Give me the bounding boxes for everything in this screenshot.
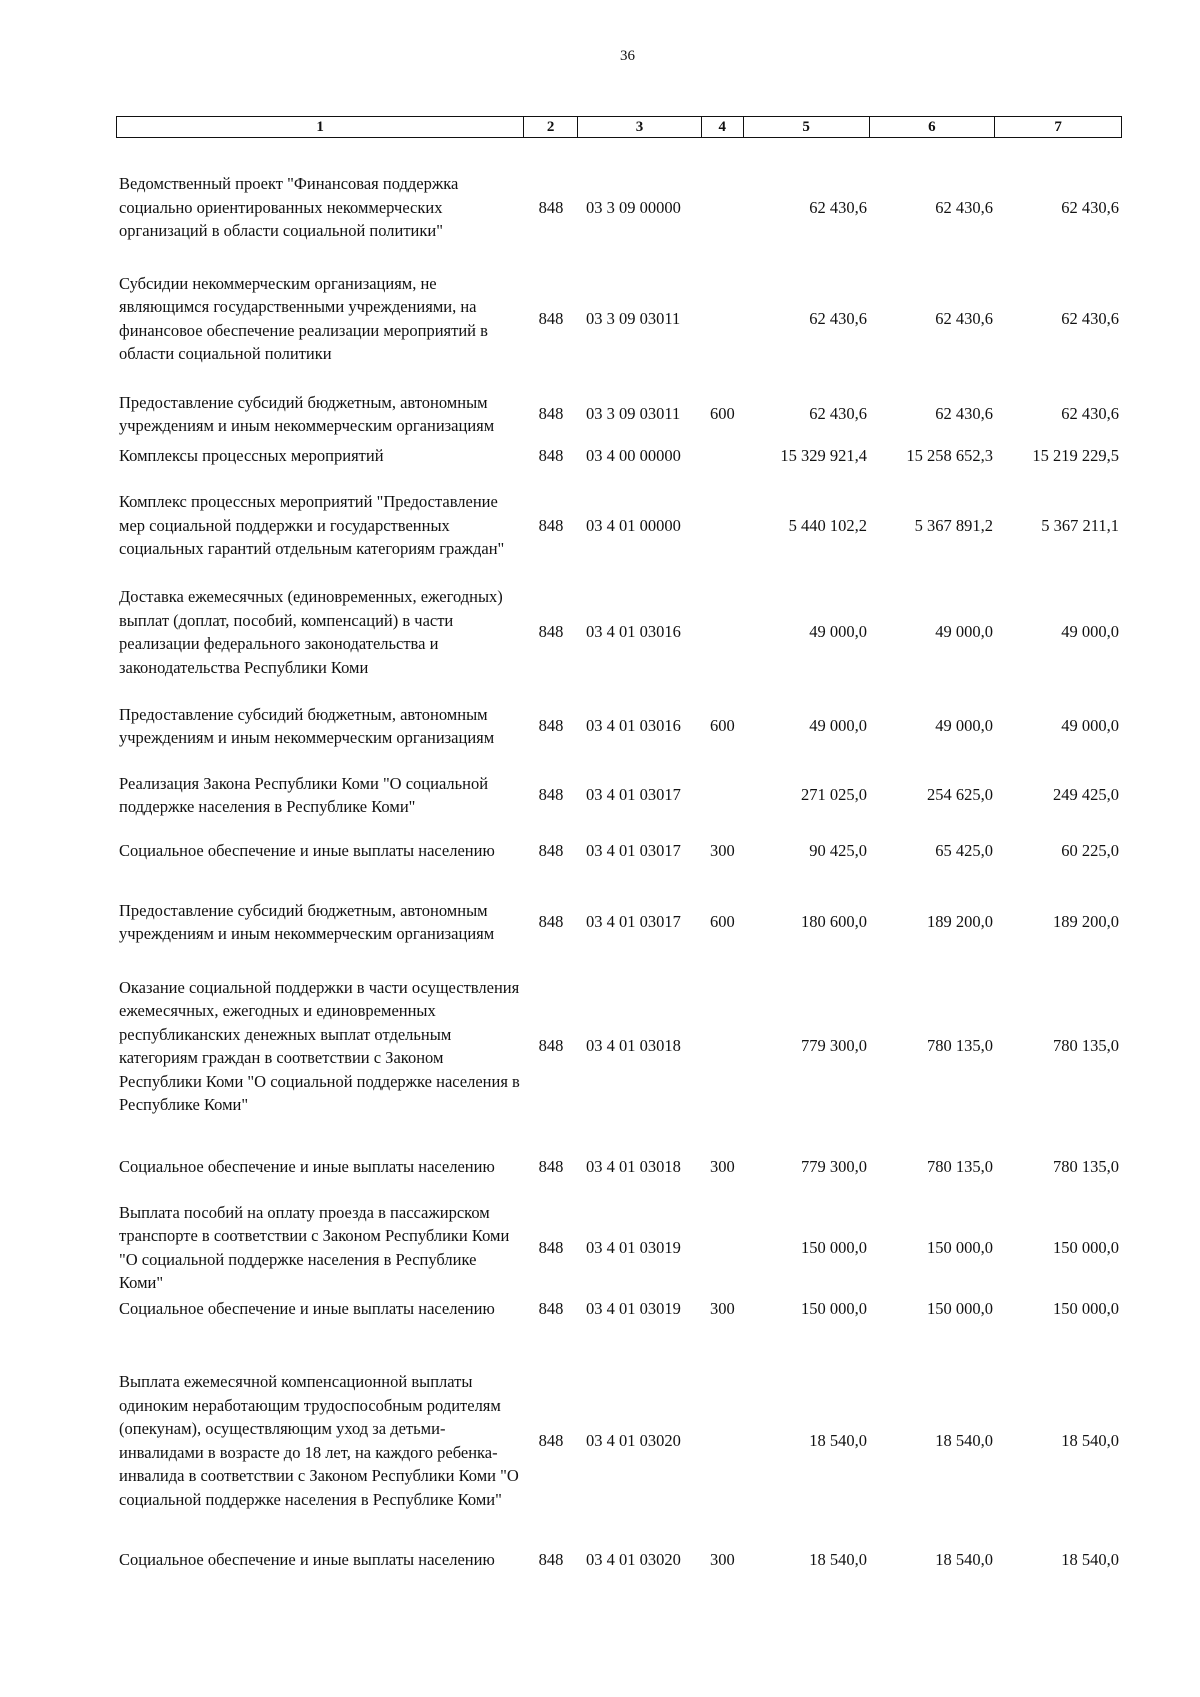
row-name: Социальное обеспечение и иные выплаты населению [119, 1550, 495, 1570]
row-name: Предоставление субсидий бюджетным, автономным учреждениям и иным некоммерческим организациям [119, 704, 495, 747]
row-amount-year2: 18 540,0 [935, 1430, 993, 1450]
row-amount-year1: 271 025,0 [801, 785, 867, 805]
table-row [116, 160, 1122, 255]
row-amount-year1: 90 425,0 [809, 841, 867, 861]
row-department-code: 848 [538, 1430, 564, 1450]
table-row [116, 1535, 1122, 1585]
row-target-code: 03 4 01 03018 [586, 1157, 681, 1177]
row-amount-year2: 62 430,6 [935, 197, 993, 217]
row-amount-year1: 49 000,0 [809, 622, 867, 642]
row-department-code: 848 [538, 1550, 564, 1570]
row-amount-year2: 780 135,0 [927, 1036, 993, 1056]
row-name: Социальное обеспечение и иные выплаты населению [119, 1157, 495, 1177]
row-amount-year1: 49 000,0 [809, 716, 867, 736]
row-amount-year3: 5 367 211,1 [1041, 515, 1119, 535]
table-row [116, 1358, 1122, 1523]
table-row [116, 442, 1122, 470]
row-target-code: 03 3 09 00000 [586, 197, 681, 217]
table-row [116, 1200, 1122, 1295]
row-expense-type: 600 [710, 716, 735, 736]
table-row [116, 951, 1122, 1141]
header-cell: 1 [117, 117, 524, 137]
row-name: Предоставление субсидий бюджетным, автономным учреждениям и иным некоммерческим организациям [119, 900, 495, 943]
row-amount-year3: 150 000,0 [1053, 1299, 1119, 1319]
table-row [116, 759, 1122, 831]
table-row [116, 271, 1122, 366]
row-amount-year3: 150 000,0 [1053, 1237, 1119, 1257]
row-amount-year1: 150 000,0 [801, 1299, 867, 1319]
header-cell: 5 [744, 117, 870, 137]
row-department-code: 848 [538, 912, 564, 932]
table-row [116, 886, 1122, 958]
row-department-code: 848 [538, 785, 564, 805]
row-amount-year3: 49 000,0 [1061, 716, 1119, 736]
header-cell: 2 [524, 117, 578, 137]
row-amount-year2: 189 200,0 [927, 912, 993, 932]
row-target-code: 03 3 09 03011 [586, 404, 681, 424]
row-target-code: 03 3 09 03011 [586, 308, 681, 328]
row-amount-year1: 62 430,6 [809, 197, 867, 217]
row-target-code: 03 4 01 03020 [586, 1430, 681, 1450]
table-row [116, 826, 1122, 876]
row-target-code: 03 4 01 03017 [586, 785, 681, 805]
row-amount-year1: 18 540,0 [809, 1430, 867, 1450]
row-department-code: 848 [538, 308, 564, 328]
table-row [116, 690, 1122, 762]
row-target-code: 03 4 01 00000 [586, 515, 681, 535]
row-amount-year3: 62 430,6 [1061, 308, 1119, 328]
row-name: Выплата ежемесячной компенсационной выплаты одиноким неработающим трудоспособным родителям (опекунам), осуществляющим уход за детьми-инвалидами в возрасте до 18 лет, на каждого ребенка-инвалида в соответствии с Законом Республики Коми "О социальной поддержке населения в Республике Коми" [119, 1372, 519, 1509]
row-target-code: 03 4 01 03020 [586, 1550, 681, 1570]
row-amount-year2: 150 000,0 [927, 1237, 993, 1257]
row-amount-year3: 60 225,0 [1061, 841, 1119, 861]
row-name: Ведомственный проект "Финансовая поддержка социально ориентированных некоммерческих организаций в области социальной политики" [119, 174, 459, 241]
row-department-code: 848 [538, 197, 564, 217]
row-amount-year3: 15 219 229,5 [1032, 446, 1119, 466]
row-expense-type: 300 [710, 841, 735, 861]
row-amount-year2: 65 425,0 [935, 841, 993, 861]
row-name: Комплекс процессных мероприятий "Предоставление мер социальной поддержки и государственных социальных гарантий отдельным категориям граждан" [119, 492, 505, 559]
budget-table [116, 116, 1122, 1570]
row-department-code: 848 [538, 1157, 564, 1177]
row-amount-year3: 49 000,0 [1061, 622, 1119, 642]
row-amount-year2: 18 540,0 [935, 1550, 993, 1570]
row-expense-type: 600 [710, 912, 735, 932]
row-amount-year1: 779 300,0 [801, 1036, 867, 1056]
row-department-code: 848 [538, 622, 564, 642]
row-amount-year3: 18 540,0 [1061, 1430, 1119, 1450]
row-name: Оказание социальной поддержки в части осуществления ежемесячных, ежегодных и единовременных республиканских денежных выплат отдельным категориям граждан в соответствии с Законом Республики Коми "О социальной поддержке населения в Республике Коми" [119, 977, 520, 1114]
row-amount-year1: 62 430,6 [809, 308, 867, 328]
row-amount-year3: 62 430,6 [1061, 404, 1119, 424]
row-department-code: 848 [538, 1036, 564, 1056]
row-amount-year2: 62 430,6 [935, 404, 993, 424]
table-header [116, 116, 1122, 138]
row-amount-year3: 18 540,0 [1061, 1550, 1119, 1570]
table-row [116, 478, 1122, 573]
table-row [116, 573, 1122, 691]
header-cell: 7 [1054, 119, 1062, 135]
row-name: Социальное обеспечение и иные выплаты населению [119, 1299, 495, 1319]
row-expense-type: 300 [710, 1299, 735, 1319]
row-amount-year3: 62 430,6 [1061, 197, 1119, 217]
row-amount-year2: 5 367 891,2 [914, 515, 993, 535]
row-expense-type: 600 [710, 404, 735, 424]
row-expense-type: 300 [710, 1157, 735, 1177]
header-cell: 3 [578, 117, 702, 137]
row-amount-year2: 254 625,0 [927, 785, 993, 805]
row-amount-year2: 150 000,0 [927, 1299, 993, 1319]
row-target-code: 03 4 01 03019 [586, 1299, 681, 1319]
row-amount-year3: 189 200,0 [1053, 912, 1119, 932]
row-target-code: 03 4 01 03019 [586, 1237, 681, 1257]
row-amount-year1: 180 600,0 [801, 912, 867, 932]
row-amount-year1: 62 430,6 [809, 404, 867, 424]
table-row [116, 378, 1122, 450]
row-department-code: 848 [538, 1299, 564, 1319]
row-amount-year1: 779 300,0 [801, 1157, 867, 1177]
row-department-code: 848 [538, 446, 564, 466]
row-amount-year2: 15 258 652,3 [906, 446, 993, 466]
row-department-code: 848 [538, 716, 564, 736]
row-target-code: 03 4 01 03018 [586, 1036, 681, 1056]
row-target-code: 03 4 01 03016 [586, 622, 681, 642]
row-name: Выплата пособий на оплату проезда в пассажирском транспорте в соответствии с Законом Республики Коми "О социальной поддержке населения в Республике Коми" [119, 1202, 510, 1292]
row-amount-year3: 780 135,0 [1053, 1036, 1119, 1056]
row-target-code: 03 4 01 03017 [586, 841, 681, 861]
row-name: Доставка ежемесячных (единовременных, ежегодных) выплат (доплат, пособий, компенсаций) в части реализации федерального законодательства и законодательства Республики Коми [119, 587, 503, 677]
row-department-code: 848 [538, 841, 564, 861]
row-name: Социальное обеспечение и иные выплаты населению [119, 841, 495, 861]
row-target-code: 03 4 01 03016 [586, 716, 681, 736]
row-amount-year3: 249 425,0 [1053, 785, 1119, 805]
table-row [116, 1142, 1122, 1192]
row-amount-year1: 15 329 921,4 [780, 446, 867, 466]
row-target-code: 03 4 01 03017 [586, 912, 681, 932]
header-cell: 6 [870, 117, 996, 137]
row-amount-year1: 18 540,0 [809, 1550, 867, 1570]
row-amount-year2: 62 430,6 [935, 308, 993, 328]
row-target-code: 03 4 00 00000 [586, 446, 681, 466]
row-amount-year1: 5 440 102,2 [788, 515, 867, 535]
row-name: Комплексы процессных мероприятий [119, 446, 384, 466]
row-department-code: 848 [538, 1237, 564, 1257]
row-department-code: 848 [538, 515, 564, 535]
header-cell: 4 [702, 117, 744, 137]
page-number: 36 [620, 48, 635, 64]
row-amount-year2: 780 135,0 [927, 1157, 993, 1177]
row-expense-type: 300 [710, 1550, 735, 1570]
row-department-code: 848 [538, 404, 564, 424]
row-amount-year2: 49 000,0 [935, 622, 993, 642]
row-name: Реализация Закона Республики Коми "О социальной поддержке населения в Республике Коми" [119, 773, 489, 816]
row-amount-year2: 49 000,0 [935, 716, 993, 736]
row-name: Предоставление субсидий бюджетным, автономным учреждениям и иным некоммерческим организациям [119, 392, 495, 435]
row-amount-year1: 150 000,0 [801, 1237, 867, 1257]
row-name: Субсидии некоммерческим организациям, не являющимся государственными учреждениями, на финансовое обеспечение реализации мероприятий в области социальной политики [119, 273, 488, 363]
row-amount-year3: 780 135,0 [1053, 1157, 1119, 1177]
table-row [116, 1284, 1122, 1334]
